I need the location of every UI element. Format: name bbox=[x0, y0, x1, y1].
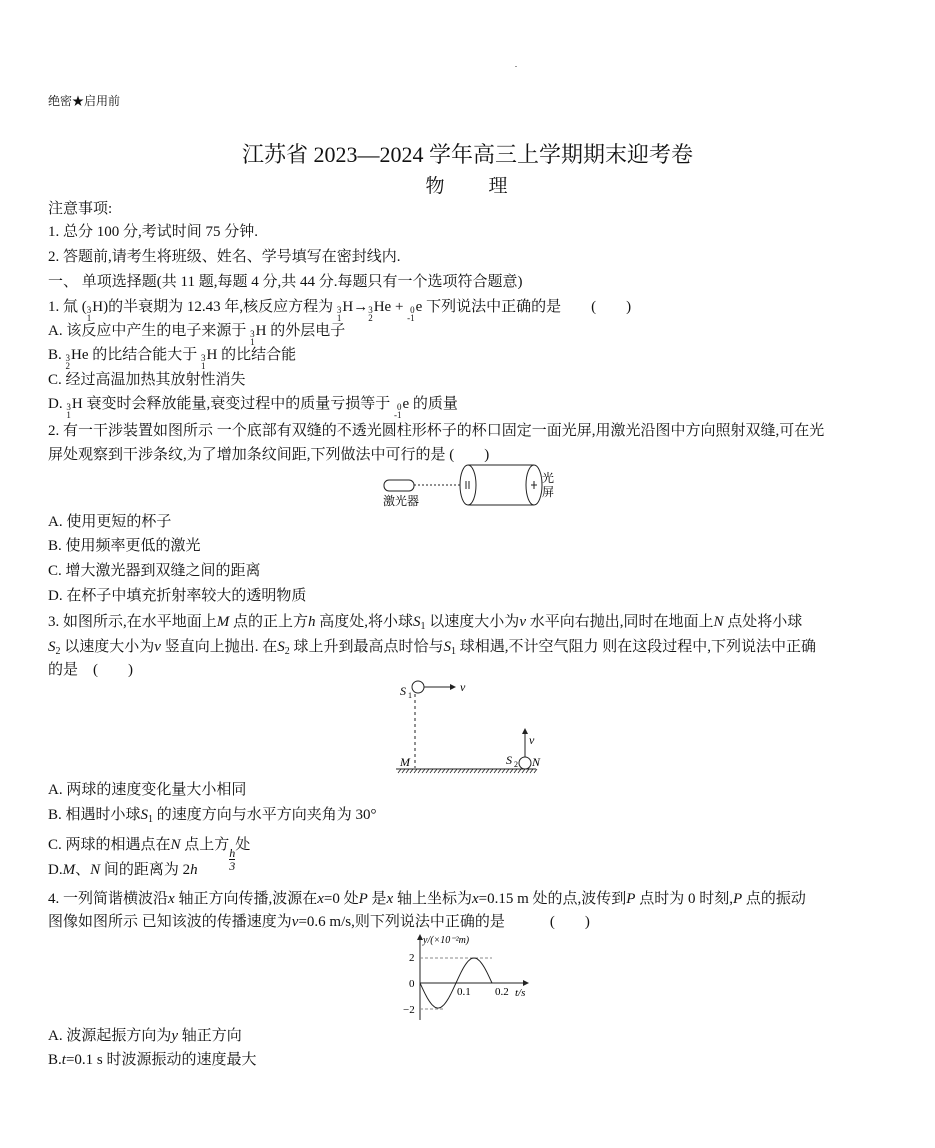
text-line bbox=[48, 1026, 242, 1046]
text-run: + bbox=[391, 299, 408, 315]
ground-hatch bbox=[466, 769, 469, 773]
text-run: B. bbox=[48, 1052, 62, 1068]
text-line bbox=[48, 345, 296, 370]
variable: P bbox=[626, 891, 636, 907]
text-line bbox=[48, 536, 201, 556]
ground-hatch bbox=[450, 769, 453, 773]
text-run: B. 相遇时小球 bbox=[48, 807, 141, 823]
text-run: =0.1 s 时波源振动的速度最大 bbox=[65, 1052, 257, 1068]
text-run: 处 bbox=[235, 837, 251, 853]
ground-hatch bbox=[402, 769, 405, 773]
variable: v bbox=[291, 914, 299, 930]
text-run: 的外层电子 bbox=[266, 323, 346, 339]
text-run: 图像如图所示 已知该波的传播速度为 bbox=[48, 914, 292, 930]
ground-hatch bbox=[418, 769, 421, 773]
variable: t bbox=[61, 1052, 66, 1068]
text-line bbox=[48, 586, 306, 606]
ground-hatch bbox=[398, 769, 401, 773]
variable: S bbox=[48, 639, 56, 655]
variable: v bbox=[519, 614, 526, 630]
ground-hatch bbox=[470, 769, 473, 773]
ground-hatch bbox=[458, 769, 461, 773]
ground-hatch bbox=[510, 769, 513, 773]
text-run: → bbox=[353, 299, 369, 315]
text-run: 衰变时会释放能量,衰变过程中的质量亏损等于 bbox=[82, 396, 394, 412]
text-run: A. 该反应中产生的电子来源于 bbox=[48, 323, 251, 339]
variable: S bbox=[443, 639, 451, 655]
text-run: A. 使用更短的杯子 bbox=[48, 514, 172, 530]
text-line bbox=[48, 199, 112, 219]
text-run: 的速度方向与水平方向夹角为 30° bbox=[153, 807, 377, 823]
variable: x bbox=[317, 891, 324, 907]
subscript: 1 bbox=[450, 646, 456, 657]
text-run: B. bbox=[48, 347, 66, 363]
ground-hatch bbox=[522, 769, 525, 773]
text-line bbox=[48, 860, 198, 880]
ground-hatch bbox=[534, 769, 537, 773]
ground-hatch bbox=[526, 769, 529, 773]
variable: v bbox=[154, 639, 161, 655]
s1-sub: 1 bbox=[408, 691, 412, 700]
ground-hatch bbox=[482, 769, 485, 773]
text-run: C. 经过高温加热其放射性消失 bbox=[48, 372, 246, 388]
variable: x bbox=[386, 891, 394, 907]
text-run: D. 在杯子中填充折射率较大的透明物质 bbox=[48, 588, 307, 604]
s2-label: S bbox=[506, 753, 512, 767]
text-run: 的比结合能大于 bbox=[88, 347, 202, 363]
y-axis-label: y/(×10⁻²m) bbox=[423, 935, 470, 946]
screen-label-1: 光 bbox=[542, 471, 555, 485]
text-run: 水平向右抛出,同时在地面上 bbox=[525, 614, 714, 630]
text-run: 点的振动 bbox=[742, 891, 806, 907]
variable: M bbox=[216, 614, 230, 630]
ground-hatch bbox=[426, 769, 429, 773]
text-run: D. bbox=[48, 862, 63, 878]
variable: S bbox=[277, 639, 285, 655]
nuclide: 0 -1 e bbox=[393, 396, 410, 420]
nuclide: 0 -1 e bbox=[407, 299, 423, 323]
s1-label: S bbox=[400, 684, 406, 698]
x-tick-0.2: 0.2 bbox=[495, 986, 509, 998]
text-line bbox=[48, 394, 458, 419]
speck bbox=[515, 66, 517, 67]
text-run: 4. 一列简谐横波沿 bbox=[48, 891, 169, 907]
text-run: 轴正方向 bbox=[178, 1028, 242, 1044]
variable: h bbox=[308, 614, 316, 630]
text-line bbox=[48, 272, 522, 292]
text-run: 球上升到最高点时恰与 bbox=[289, 639, 444, 655]
fraction: $\frac{h}{3}$ bbox=[229, 846, 236, 873]
text-run: 2. 答题前,请考生将班级、姓名、学号填写在密封线内. bbox=[48, 249, 401, 265]
text-line bbox=[48, 912, 590, 932]
variable: M bbox=[62, 862, 76, 878]
text-run: )的半衰期为 12.43 年,核反应方程为 bbox=[103, 299, 337, 315]
text-line bbox=[48, 297, 631, 322]
text-run: 竖直向上抛出. 在 bbox=[160, 639, 278, 655]
text-run: D. bbox=[48, 396, 67, 412]
text-run: A. 波源起振方向为 bbox=[48, 1028, 172, 1044]
laser-device bbox=[384, 480, 414, 491]
ground-hatch bbox=[422, 769, 425, 773]
variable: S bbox=[413, 614, 421, 630]
text-run: 下列说法中正确的是 ( ) bbox=[422, 299, 632, 315]
ground-hatch bbox=[506, 769, 509, 773]
text-run: =0 处 bbox=[323, 891, 359, 907]
text-run: 点的正上方 bbox=[229, 614, 309, 630]
nuclide: 3 1 H bbox=[201, 347, 218, 371]
text-line bbox=[48, 805, 377, 830]
text-run: 的比结合能 bbox=[217, 347, 297, 363]
ground-hatch bbox=[490, 769, 493, 773]
s2-sub: 2 bbox=[514, 760, 518, 769]
text-run: 2. 有一干涉装置如图所示 一个底部有双缝的不透光圆柱形杯子的杯口固定一面光屏,用激光沿图中方向照射双缝,可在光 bbox=[48, 423, 825, 439]
text-run: B. 使用频率更低的激光 bbox=[48, 538, 201, 554]
text-run: 以速度大小为 bbox=[425, 614, 520, 630]
text-line bbox=[48, 247, 401, 267]
nuclide: 3 1 H bbox=[66, 396, 83, 420]
velocity-label-2: v bbox=[529, 733, 535, 747]
text-run: 高度处,将小球 bbox=[315, 614, 414, 630]
y-tick-0: 0 bbox=[409, 978, 415, 990]
laser-label: 激光器 bbox=[383, 494, 420, 508]
nuclide: 3 1 H bbox=[250, 323, 267, 347]
variable: h bbox=[190, 862, 198, 878]
text-run: 的是 ( ) bbox=[48, 662, 133, 678]
ground-hatch bbox=[518, 769, 521, 773]
variable: P bbox=[358, 891, 368, 907]
y-tick-2: 2 bbox=[409, 952, 415, 964]
text-line bbox=[48, 637, 816, 662]
text-run: 、 bbox=[75, 862, 91, 878]
velocity-label-1: v bbox=[460, 680, 466, 694]
text-line bbox=[48, 512, 171, 532]
screen-label-2: 屏 bbox=[542, 485, 555, 499]
subscript: 2 bbox=[55, 646, 61, 657]
ground-hatch bbox=[410, 769, 413, 773]
text-line bbox=[48, 370, 246, 390]
text-run: 点处将小球 bbox=[723, 614, 803, 630]
variable: N bbox=[170, 837, 181, 853]
text-run: 1. 总分 100 分,考试时间 75 分钟. bbox=[48, 224, 259, 240]
ground-hatch bbox=[454, 769, 457, 773]
x-axis-label: t/s bbox=[515, 987, 526, 999]
subscript: 2 bbox=[284, 646, 290, 657]
nuclide: 3 1 H bbox=[336, 299, 354, 323]
projectile-figure bbox=[390, 676, 560, 776]
text-run: 轴正方向传播,波源在 bbox=[174, 891, 318, 907]
text-run: 间的距离为 2 bbox=[100, 862, 191, 878]
text-run: 以速度大小为 bbox=[60, 639, 155, 655]
ball-s1 bbox=[412, 681, 424, 693]
ball-s2 bbox=[519, 757, 531, 769]
ground-hatch bbox=[430, 769, 433, 773]
variable: x bbox=[168, 891, 175, 907]
nuclide: 3 2 He bbox=[65, 347, 89, 371]
text-run: 1. 氚 ( bbox=[48, 299, 87, 315]
text-run: 点时为 0 时刻, bbox=[635, 891, 733, 907]
ground-hatch bbox=[474, 769, 477, 773]
text-run: C. 增大激光器到双缝之间的距离 bbox=[48, 563, 261, 579]
ground-hatch bbox=[530, 769, 533, 773]
text-run: 一、 单项选择题(共 11 题,每题 4 分,共 44 分.每题只有一个选项符合题意) bbox=[48, 274, 523, 290]
point-n: N bbox=[532, 755, 541, 769]
ground-hatch bbox=[478, 769, 481, 773]
text-run: 球相遇,不计空气阻力 则在这段过程中,下列说法中正确 bbox=[455, 639, 816, 655]
exam-title: 江苏省 2023—2024 学年高三上学期期末迎考卷 bbox=[241, 142, 693, 167]
ground-hatch bbox=[442, 769, 445, 773]
variable: N bbox=[713, 614, 724, 630]
ground-hatch bbox=[414, 769, 417, 773]
subject-title: 物 理 bbox=[425, 176, 510, 197]
ground-hatch bbox=[498, 769, 501, 773]
laser-cup-figure bbox=[378, 462, 558, 510]
ground-hatch bbox=[502, 769, 505, 773]
vibration-graph bbox=[395, 932, 535, 1022]
text-run: 3. 如图所示,在水平地面上 bbox=[48, 614, 217, 630]
text-line bbox=[48, 660, 133, 680]
text-line bbox=[48, 780, 246, 800]
nuclide: 3 2 He bbox=[368, 299, 392, 323]
text-line bbox=[48, 222, 258, 242]
ground-hatch bbox=[462, 769, 465, 773]
variable: N bbox=[90, 862, 101, 878]
text-line bbox=[48, 889, 806, 909]
text-run: 轴上坐标为 bbox=[393, 891, 472, 907]
x-tick-0.1: 0.1 bbox=[457, 986, 471, 998]
text-run: C. 两球的相遇点在 bbox=[48, 837, 171, 853]
confidential-label: 绝密★启用前 bbox=[48, 94, 121, 108]
cup-bottom bbox=[460, 465, 476, 505]
text-run: =0.15 m 处的点,波传到 bbox=[478, 891, 627, 907]
text-line bbox=[48, 1050, 257, 1070]
text-line bbox=[48, 321, 345, 346]
text-run: 点上方 bbox=[180, 837, 230, 853]
variable: y bbox=[171, 1028, 179, 1044]
text-run: 的质量 bbox=[409, 396, 458, 412]
ground-hatch bbox=[446, 769, 449, 773]
subscript: 1 bbox=[148, 814, 154, 825]
ground-hatch bbox=[406, 769, 409, 773]
ground-hatch bbox=[494, 769, 497, 773]
ground-hatch bbox=[486, 769, 489, 773]
text-run: 注意事项: bbox=[48, 201, 113, 217]
y-tick-neg2: −2 bbox=[403, 1004, 415, 1016]
variable: S bbox=[140, 807, 149, 823]
point-m: M bbox=[400, 755, 410, 769]
nuclide: 3 1 H bbox=[86, 299, 104, 323]
text-run: =0.6 m/s,则下列说法中正确的是 ( ) bbox=[298, 914, 590, 930]
text-line bbox=[48, 421, 824, 441]
subscript: 1 bbox=[420, 621, 426, 632]
text-run: 屏处观察到干涉条纹,为了增加条纹间距,下列做法中可行的是 ( ) bbox=[48, 447, 490, 463]
ground-hatch bbox=[514, 769, 517, 773]
variable: P bbox=[732, 891, 743, 907]
text-line bbox=[48, 612, 802, 637]
text-line bbox=[48, 561, 261, 581]
text-run: A. 两球的速度变化量大小相同 bbox=[48, 782, 247, 798]
variable: x bbox=[471, 891, 479, 907]
ground-hatch bbox=[434, 769, 437, 773]
text-run: 是 bbox=[367, 891, 387, 907]
ground-hatch bbox=[438, 769, 441, 773]
